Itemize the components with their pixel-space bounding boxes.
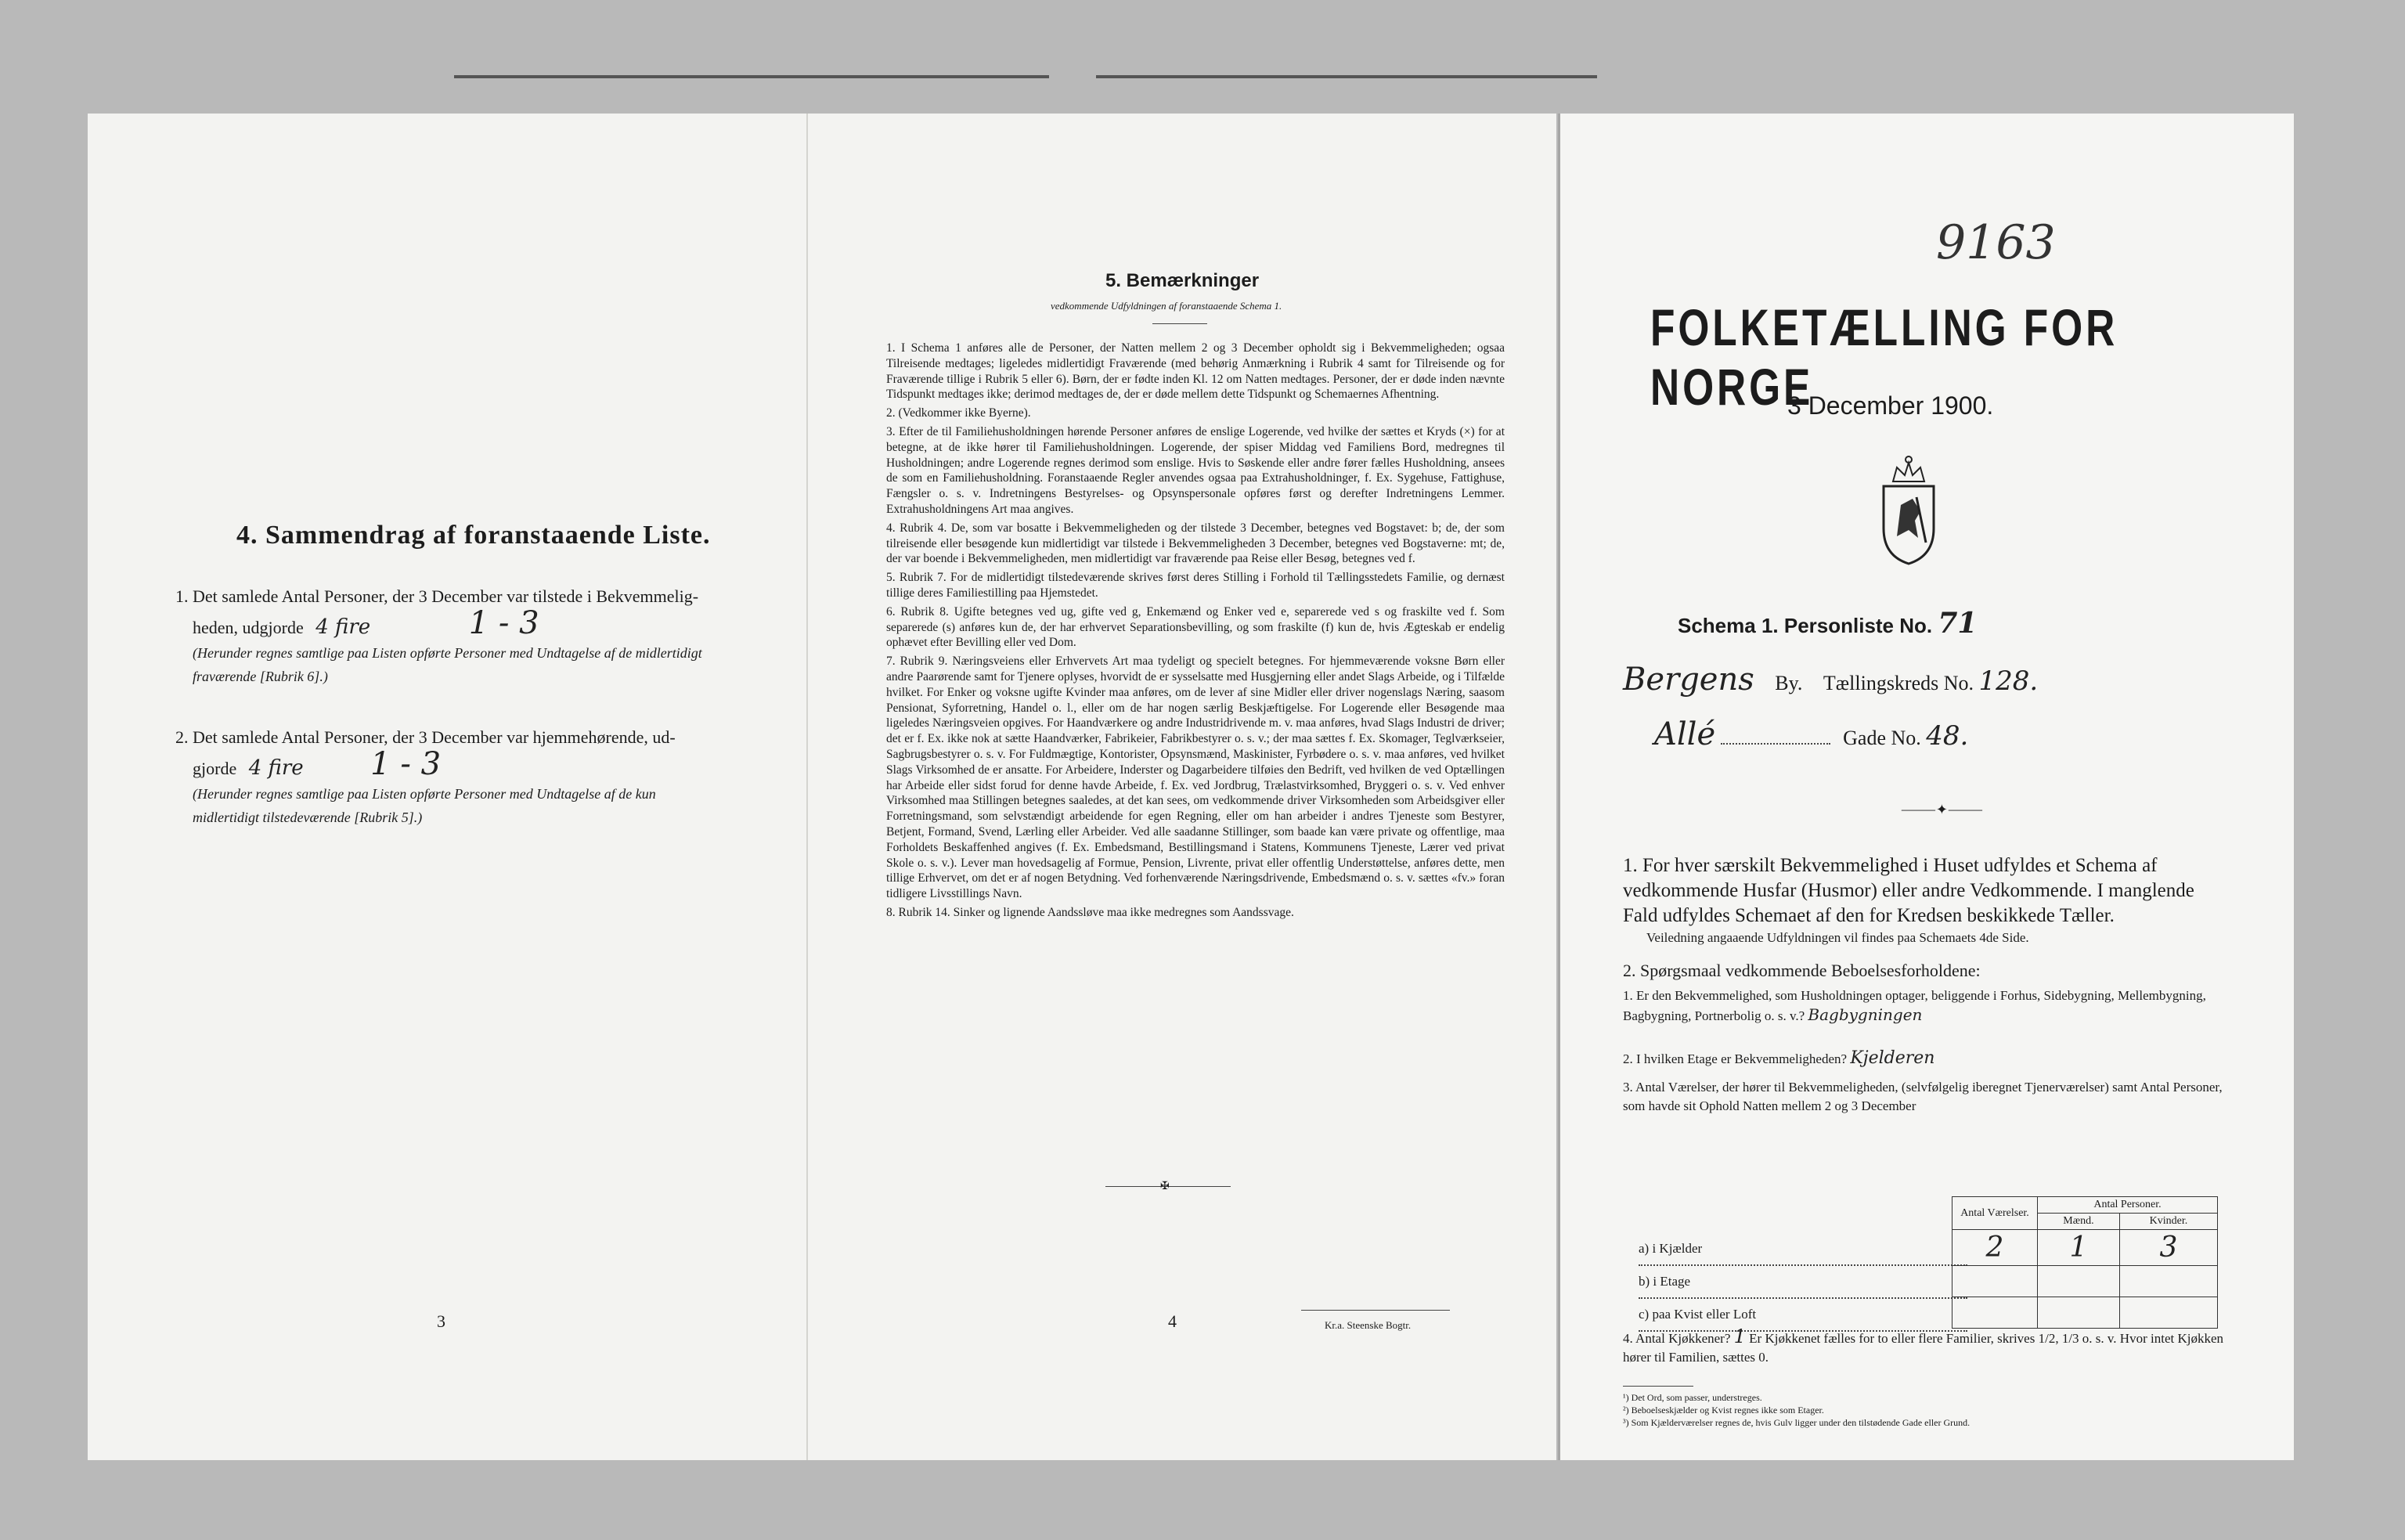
section-5-title: 5. Bemærkninger [1105, 270, 1260, 291]
question-2: 2. I hvilken Etage er Bekvemmeligheden? Kjelderen [1623, 1048, 1935, 1068]
row-b-label: b) i Etage [1639, 1266, 1967, 1299]
row-a-label: a) i Kjælder [1639, 1233, 1967, 1266]
schema-number-handwritten: 71 [1938, 607, 1978, 640]
section-4-title: 4. Sammendrag af foranstaaende Liste. [236, 521, 711, 550]
item1-handwritten-range: 1 - 3 [468, 605, 539, 641]
page-1 [88, 114, 806, 1460]
city-line: Bergens By. Tællingskreds No. 128. [1623, 662, 2039, 698]
question-1: 1. Er den Bekvemmelighed, som Husholdningen optager, beliggende i Forhus, Sidebygning, Mellembygning, Bagbygning, Portnerbolig o. s. v.? Bagbygningen [1623, 988, 2206, 1024]
footnote-3: ³) Som Kjælderværelser regnes de, hvis Gulv ligger under den tilstødende Gade eller Grund. [1623, 1417, 1971, 1428]
end-ornament: ✠ [1160, 1180, 1170, 1192]
instruction-1: 1. For hver særskilt Bekvemmelighed i Huset udfyldes et Schema af vedkommende Husfar (Husmor) eller andre Vedkommende. I manglende Fald udfyldes Schemaet af den for Kredsen beskikkede Tæller. Veiledning angaaende Udfyldningen vil findes paa Schemaets 4de Side. [1623, 855, 2194, 945]
street-line: Allé Gade No. 48. [1654, 716, 1969, 752]
q1-handwritten: Bagbygningen [1808, 1005, 1923, 1024]
printer-credit: Kr.a. Steenske Bogtr. [1325, 1319, 1412, 1331]
remark-2: 2. (Vedkommer ikke Byerne). [886, 406, 1031, 420]
item2-line-a: 2. Det samlede Antal Personer, der 3 December var hjemmehørende, ud- [175, 727, 676, 747]
archive-number: 9163 [1936, 215, 2056, 270]
section-5-subtitle: vedkommende Udfyldningen af foranstaaende Schema 1. [1051, 300, 1282, 312]
schema-line: Schema 1. Personliste No. 71 [1678, 607, 1978, 640]
page-number-3: 3 [437, 1311, 445, 1331]
remark-7: 7. Rubrik 9. Næringsveiens eller Erhvervets Art maa tydeligt og specielt betegnes. For hjemmeværende voksne Børn eller andre Paarørende samt for Tjenere oplyses, hvorvidt de er sysselsatte med Husgjerning eller andet Slags Arbeide, og i Tilfælde hvilket. For Enker og voksne ugifte Kvinder maa anføres, om de lever af sine Midler eller driver nogenslags Næring, saasom Pensionat, Syforretning, Handel o. l., eller om de har nogen særlig Beskjæftigelse. For Logerende eller Besøgende maa ligeledes Næringsveien opgives. For Haandværkere og andre Industridrivende m. v. maa anføres, hvad Slags Industri de driver; det er f. Ex. ikke nok at sætte Haandværker, Fabrikeier, Fabrikbestyrer o. s. v.; der maa sættes f. Ex. Skomager, Teglværkseier, Sagbrugsbestyrer o. s. v. For Fuldmægtige, Kontorister, Opsynsmænd, Maskinister, Fyrbødere o. s. v. maa anføres, ved hvilket Slags Virksomhed de er ansatte. For Arbeidere, Inderster og Dagarbeidere tilføies den Bedrift, ved hvilken de ved Optællingen har Arbeide eller sidst forud for denne havde Arbeide, f. Ex. ved Jordbrug, Trælastvirksomhed, Bryggeri o. s. v. Ved enhver Virksomhed maa Stillingen betegnes saaledes, at det kan sees, om vedkommende driver Virksomheden som Arbeidsgiver eller Forretningsmand, som selvstændigt arbeidende for egen Regning, eller om han arbeider i andres Tjeneste som Bestyrer, Betjent, Formand, Svend, Lærling eller Arbeider. Ved alle saadanne Stillinger, som baade kan være private og offentlige, maa Forholdets Beskaffenhed angives (f. Ex. Embedsmand, Bestillingsmand i Statens, Kommunens Tjeneste, Lærer ved privat Skole o. s. v.). Lever man hovedsagelig af Formue, Pension, Livrente, privat eller offentlig Understøttelse, anføres dette, men tillige Erhvervet, om det er af nogen Betydning. Ved forhenværende Næringsdrivende, Embedsmænd o. s. v. sættes «fv.» foran tidligere Livsstillings Navn. [886, 655, 1505, 901]
row-a-women: 3 [2119, 1230, 2217, 1266]
instruction-2: 2. Spørgsmaal vedkommende Beboelsesforholdene: [1623, 961, 1981, 980]
top-rule-left [454, 75, 1049, 78]
footnote-rule [1623, 1386, 1693, 1387]
item2-note-a: (Herunder regnes samtlige paa Listen opførte Personer med Undtagelse af de kun [193, 786, 656, 802]
row-a-men: 1 [2038, 1230, 2120, 1266]
page-2 [806, 114, 1556, 1460]
item2-line-b: gjorde 4 fire 1 - 3 [193, 746, 442, 782]
census-date: 3 December 1900. [1787, 391, 1994, 420]
form-title: FOLKETÆLLING FOR NORGE [1650, 298, 2118, 416]
remark-1: 1. I Schema 1 anføres alle de Personer, der Natten mellem 2 og 3 December opholdt sig i Bekvemmeligheden; ogsaa Tilreisende medtages; ligeledes midlertidigt Fraværende (med behørig Anmærkning i Rubrik 4 samt for Tilreisende og for Fraværende tillige i Rubrik 5 eller 6). Børn, der er fødte inden Kl. 12 om Natten medtages. Personer, der er døde inden nævnte Tidspunkt medtages ikke; derimod medtages de, der er døde mellem dette Tidspunkt og Schemaernes Afhentning. [886, 341, 1505, 402]
remark-8: 8. Rubrik 14. Sinker og lignende Aandssløve maa ikke medregnes som Aandssvage. [886, 905, 1294, 919]
printer-rule [1301, 1310, 1450, 1311]
item1-line-a: 1. Det samlede Antal Personer, der 3 December var tilstede i Bekvemmelig- [175, 586, 699, 606]
page-number-4: 4 [1168, 1311, 1177, 1331]
room-rows [1639, 1233, 1967, 1332]
item1-note-b: fraværende [Rubrik 6].) [193, 669, 328, 684]
ornament-divider: ⸻✦⸻ [1901, 802, 1983, 818]
page-3 [1558, 114, 2294, 1460]
coat-of-arms-icon [1870, 450, 1948, 568]
question-4: 4. Antal Kjøkkener? 1 Er Kjøkkenet fælles for to eller flere Familier, skrives 1/2, 1/3 o. s. v. Hvor intet Kjøkken hører til Familien, sættes 0. [1623, 1325, 2224, 1365]
remarks-list [886, 341, 1505, 924]
street-handwritten: Allé [1654, 716, 1716, 752]
item2-handwritten-count: 4 fire [248, 756, 304, 780]
footnote-2: ²) Beboelseskjælder og Kvist regnes ikke som Etager. [1623, 1405, 1824, 1416]
street-number-handwritten: 48. [1926, 720, 1969, 752]
remark-5: 5. Rubrik 7. For de midlertidigt tilstedeværende skrives først deres Stilling i Forhold til Tællingsstedets Familie, og dernæst tillige deres Familiestilling paa Hjemstedet. [886, 571, 1505, 600]
item2-note-b: midlertidigt tilstedeværende [Rubrik 5].) [193, 810, 423, 825]
head-women: Kvinder. [2119, 1214, 2217, 1230]
summary-item-2 [175, 724, 786, 829]
footnote-1: ¹) Det Ord, som passer, understreges. [1623, 1392, 1762, 1403]
district-handwritten: 128. [1978, 665, 2039, 697]
row-a-rooms: 2 [1952, 1230, 2038, 1266]
item1-line-b: heden, udgjorde 4 fire 1 - 3 [193, 605, 539, 641]
city-handwritten: Bergens [1623, 662, 1754, 698]
remark-3: 3. Efter de til Familiehusholdningen hørende Personer anføres de enslige Logerende, ved hvilke der sættes et Kryds (×) for at betegne, at de ikke hører til Familiehusholdningen. Logerende, der spiser Middag ved Familiens Bord, medregnes til Husholdningen; andre Logerende regnes derimod som enslige. Hvis to Søskende eller andre fører fælles Husholdning, ansees de som en Familiehusholdning. Foranstaaende Regler anvendes ogsaa paa Extrahusholdninger, f. Ex. Sygehuse, Fattighuse, Fængsler o. s. v. Indretningens Bestyrelses- og Opsynspersonale opføres først og derefter Indretningens Lemmer. Extrahusholdningens Art maa angives. [886, 424, 1505, 516]
top-rule-right [1096, 75, 1597, 78]
summary-item-1 [175, 583, 786, 688]
item2-handwritten-range: 1 - 3 [370, 746, 442, 782]
remark-6: 6. Rubrik 8. Ugifte betegnes ved ug, gifte ved g, Enkemænd og Enker ved e, separerede ved s og fraskilte ved f. Som separerede (s) anføres kun de, der har erhvervet Separationsbevilling, og som fraskilte (f) kun de, hvis Ægteskab er endelig ophævet efter Bevilling eller ved Dom. [886, 604, 1505, 650]
footnotes [1623, 1391, 2249, 1429]
rooms-persons-table [1952, 1196, 2218, 1329]
title-rule [1152, 323, 1207, 324]
item1-handwritten-count: 4 fire [315, 615, 371, 639]
head-persons: Antal Personer. [2038, 1197, 2218, 1214]
q4-handwritten: 1 [1733, 1325, 1746, 1347]
row-c-label: c) paa Kvist eller Loft [1639, 1299, 1967, 1332]
question-3: 3. Antal Værelser, der hører til Bekvemmeligheden, (selvfølgelig iberegnet Tjenerværelser) samt Antal Personer, som havde sit Ophold Natten mellem 2 og 3 December [1623, 1080, 2223, 1113]
remark-4: 4. Rubrik 4. De, som var bosatte i Bekvemmeligheden og der tilstede 3 December, betegnes ved Bogstavet: b; de, der som tilreisende eller besøgende kun midlertidigt var tilstede i Bekvemmeligheden 3 December, betegnes ved Bogstaverne: mt; de, der var boende i Bekvemmeligheden, men midlertidigt var fraværende paa Reise eller Besøg, betegnes ved f. [886, 521, 1505, 566]
head-men: Mænd. [2038, 1214, 2120, 1230]
q2-handwritten: Kjelderen [1850, 1048, 1935, 1068]
head-rooms: Antal Værelser. [1952, 1197, 2038, 1230]
item1-note-a: (Herunder regnes samtlige paa Listen opførte Personer med Undtagelse af de midlertidigt [193, 645, 702, 661]
